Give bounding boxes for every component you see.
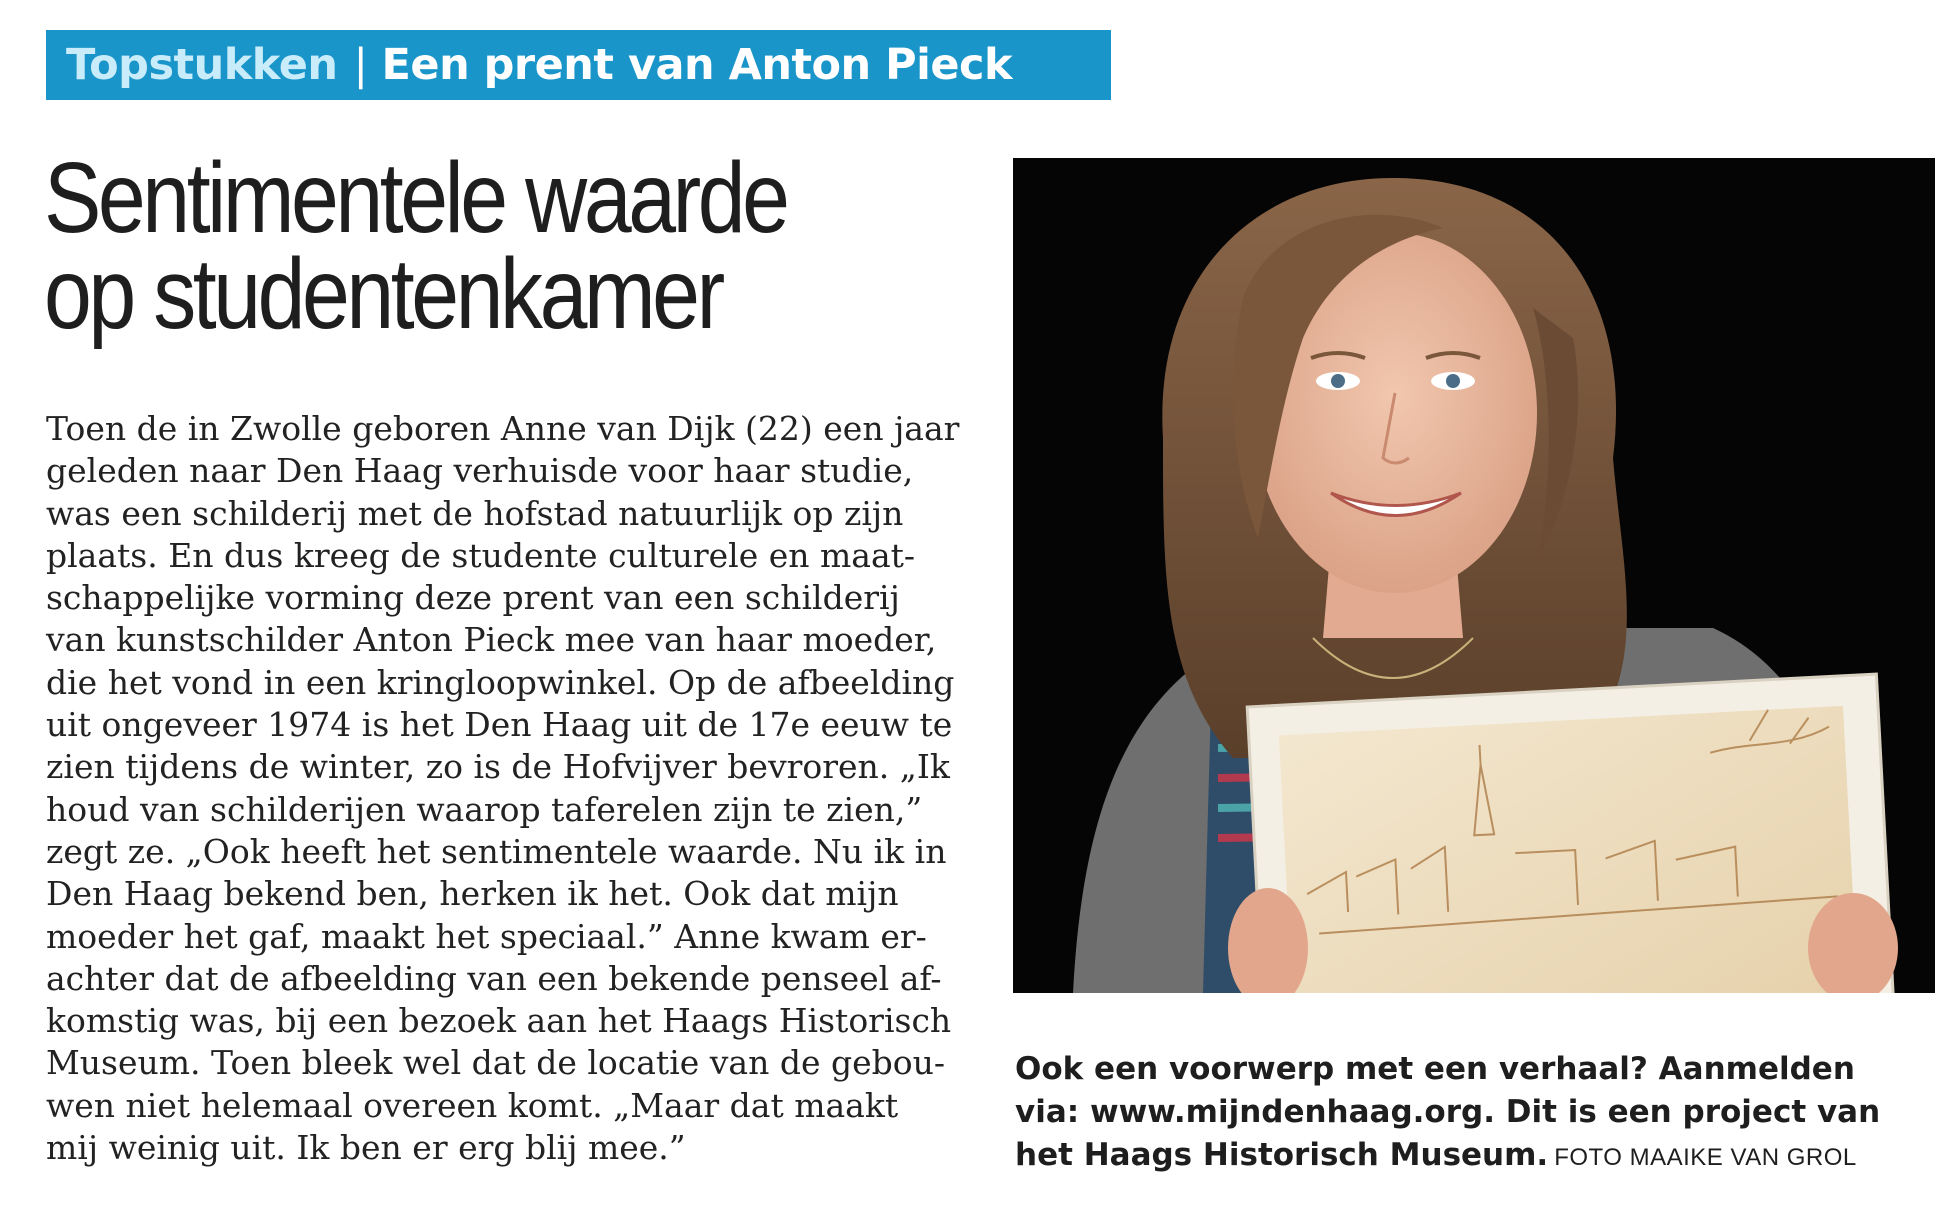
headline-line: Sentimentele waarde <box>44 142 787 254</box>
body-line: was een schilderij met de hofstad natuurlijk op zijn <box>46 493 904 533</box>
section-banner <box>46 30 1111 100</box>
body-line: van kunstschilder Anton Pieck mee van haar moeder, <box>46 620 937 660</box>
body-line: geleden naar Den Haag verhuisde voor haar studie, <box>46 451 914 491</box>
caption-line: Ook een voorwerp met een verhaal? Aanmelden <box>1015 1051 1855 1087</box>
article-headline <box>44 142 870 350</box>
headline-line: op studentenkamer <box>44 238 722 350</box>
body-line: uit ongeveer 1974 is het Den Haag uit de 17e eeuw te <box>46 705 953 745</box>
caption-line: het Haags Historisch Museum. <box>1015 1137 1549 1173</box>
body-line: komstig was, bij een bezoek aan het Haags Historisch <box>46 1001 952 1041</box>
body-line: zien tijdens de winter, zo is de Hofvijver bevroren. „Ik <box>46 747 950 787</box>
caption-line-last <box>1015 1134 1935 1179</box>
section-topic: Een prent van Anton Pieck <box>381 40 1013 90</box>
body-line: schappelijke vorming deze prent van een schilderij <box>46 578 900 618</box>
body-line: houd van schilderijen waarop taferelen zijn te zien,” <box>46 789 923 829</box>
body-line: achter dat de afbeelding van een bekende penseel af- <box>46 958 942 998</box>
caption-line: via: www.mijndenhaag.org. Dit is een project van <box>1015 1094 1881 1130</box>
body-line: mij weinig uit. Ik ben er erg blij mee.” <box>46 1128 686 1168</box>
body-line: wen niet helemaal overeen komt. „Maar dat maakt <box>46 1085 899 1125</box>
photo-caption <box>1015 1048 1935 1179</box>
portrait-illustration <box>1013 158 1935 993</box>
body-line: Den Haag bekend ben, herken ik het. Ook dat mijn <box>46 874 899 914</box>
body-line: zegt ze. „Ook heeft het sentimentele waarde. Nu ik in <box>46 831 947 871</box>
section-kicker: Topstukken <box>66 40 338 90</box>
banner-separator: | <box>353 40 368 90</box>
article-body <box>46 408 976 1169</box>
body-line: die het vond in een kringloopwinkel. Op de afbeelding <box>46 662 955 702</box>
portrait-photo <box>1013 158 1935 993</box>
body-line: Toen de in Zwolle geboren Anne van Dijk (22) een jaar <box>46 409 960 448</box>
photo-credit: FOTO MAAIKE VAN GROL <box>1554 1144 1857 1171</box>
body-line: plaats. En dus kreeg de studente culturele en maat- <box>46 535 916 575</box>
body-line: Museum. Toen bleek wel dat de locatie van de gebou- <box>46 1043 946 1083</box>
body-line: moeder het gaf, maakt het speciaal.” Anne kwam er- <box>46 916 927 956</box>
